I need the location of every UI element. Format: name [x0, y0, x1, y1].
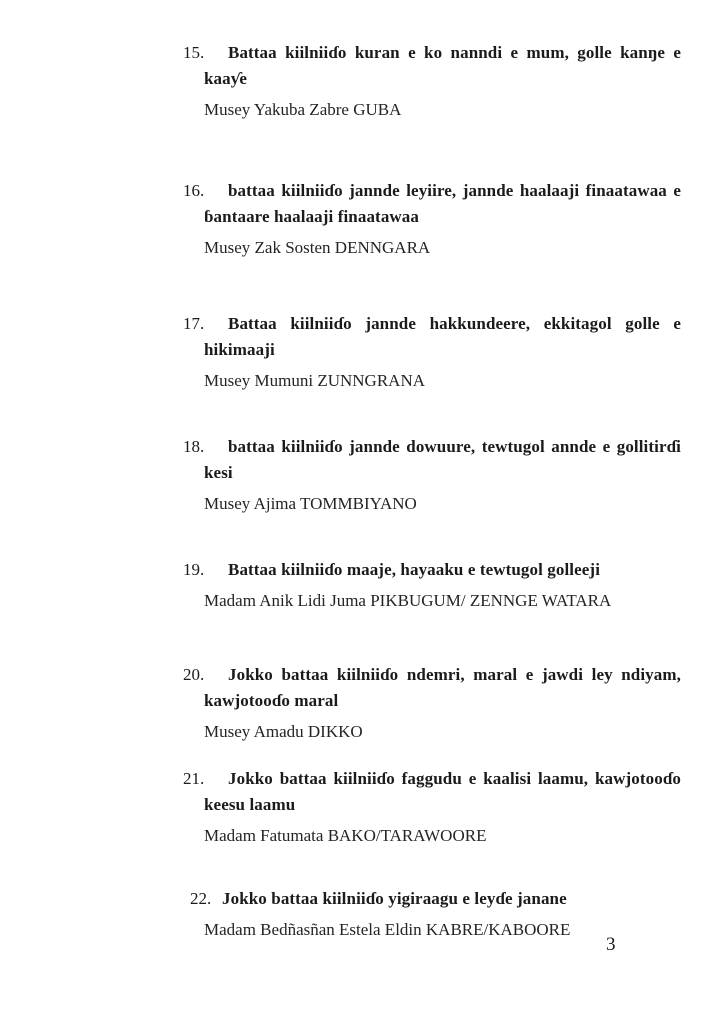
item-heading — [183, 557, 681, 583]
item-title: Battaa kiilniiɗo kuran e ko nanndi e mum, golle kanŋe e kaaƴe — [204, 43, 681, 88]
list-item — [183, 434, 681, 515]
item-title: Battaa kiilniiɗo jannde hakkundeere, ekkitagol golle e hikimaaji — [204, 314, 681, 359]
item-title: battaa kiilniiɗo jannde dowuure, tewtugol annde e gollitirɗi kesi — [204, 437, 681, 482]
item-heading — [190, 886, 681, 912]
item-title: Jokko battaa kiilniiɗo yigiraagu e leyɗe janane — [222, 889, 567, 908]
item-number: 20. — [183, 665, 205, 684]
list-item — [183, 557, 681, 612]
item-number: 21. — [183, 769, 205, 788]
item-number: 22. — [190, 889, 212, 908]
item-number: 18. — [183, 437, 205, 456]
item-number: 16. — [183, 181, 205, 200]
item-heading — [183, 434, 681, 486]
item-number: 19. — [183, 560, 205, 579]
list-item — [183, 662, 681, 743]
item-official-name: Musey Mumuni ZUNNGRANA — [204, 371, 425, 390]
list-item — [190, 886, 681, 941]
item-title: battaa kiilniiɗo jannde leyiire, jannde haalaaji finaatawaa e ɓantaare haalaaji finaatawaa — [204, 181, 681, 226]
list-item — [183, 766, 681, 847]
item-title: Jokko battaa kiilniiɗo faggudu e kaalisi laamu, kawjotooɗo keesu laamu — [204, 769, 681, 814]
item-number: 15. — [183, 43, 205, 62]
item-official-name: Madam Fatumata BAKO/TARAWOORE — [204, 826, 487, 845]
item-title: Battaa kiilniiɗo maaje, hayaaku e tewtugol golleeji — [228, 560, 601, 579]
item-heading — [183, 662, 681, 714]
item-official-name: Musey Ajima TOMMBIYANO — [204, 494, 417, 513]
list-item — [183, 311, 681, 392]
list-item — [183, 178, 681, 259]
item-heading — [183, 40, 681, 92]
item-heading — [183, 311, 681, 363]
list-item — [183, 40, 681, 121]
item-heading — [183, 178, 681, 230]
item-official-name: Musey Amadu DIKKO — [204, 722, 363, 741]
item-official-name: Madam Bedñasñan Estela Eldin KABRE/KABOORE — [204, 920, 571, 939]
item-official-name: Musey Yakuba Zabre GUBA — [204, 100, 402, 119]
item-official-name: Musey Zak Sosten DENNGARA — [204, 238, 431, 257]
item-official-name: Madam Anik Lidi Juma PIKBUGUM/ ZENNGE WATARA — [204, 591, 612, 610]
item-heading — [183, 766, 681, 818]
item-title: Jokko battaa kiilniiɗo ndemri, maral e jawdi ley ndiyam, kawjotooɗo maral — [204, 665, 681, 710]
page-number: 3 — [606, 934, 616, 955]
item-number: 17. — [183, 314, 205, 333]
